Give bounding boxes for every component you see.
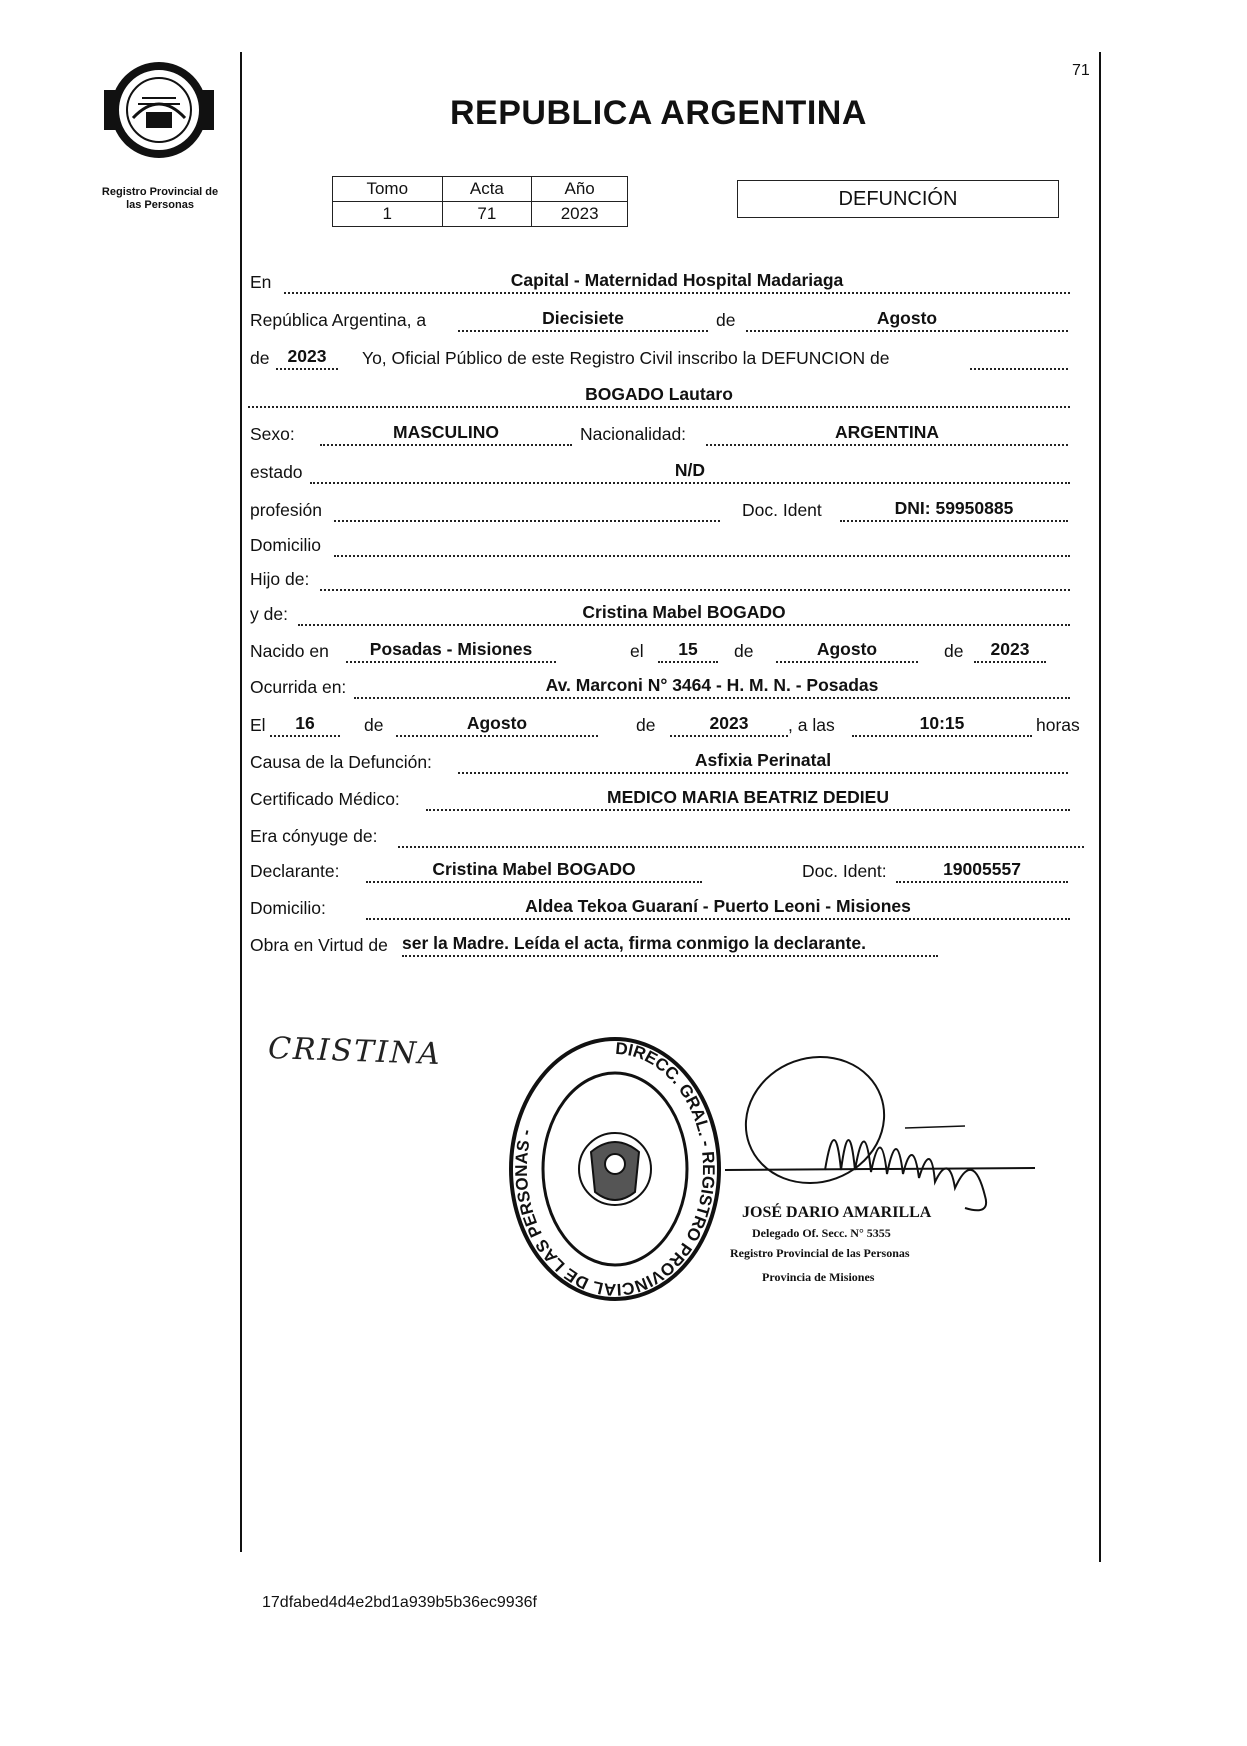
nac-anio-value: 2023: [990, 639, 1030, 659]
tomo-header: Tomo: [333, 177, 443, 202]
de-label: de: [716, 310, 736, 330]
signatory-name: JOSÉ DARIO AMARILLA: [742, 1204, 932, 1221]
conyuge-label: Era cónyuge de:: [250, 826, 378, 846]
handwritten-signature-declarante: CRISTINA: [267, 1030, 443, 1073]
ocurrida-label: Ocurrida en:: [250, 677, 347, 697]
def-de1-label: de: [364, 715, 384, 735]
acta-value: 71: [442, 202, 532, 227]
nacido-field: [346, 637, 556, 663]
anio-value: 2023: [532, 202, 628, 227]
nac-dia-field: [658, 637, 718, 663]
decl-doc-label: Doc. Ident:: [802, 861, 887, 881]
domicilio-field: [334, 531, 1070, 557]
row-sexo: [248, 420, 1070, 452]
nacido-value: Posadas - Misiones: [369, 639, 533, 659]
nac-de1-label: de: [734, 641, 754, 661]
en-label: En: [250, 272, 272, 292]
sexo-value: MASCULINO: [393, 422, 499, 442]
nacionalidad-field: [706, 420, 1068, 446]
hijo-label: Hijo de:: [250, 569, 310, 589]
deceased-name: BOGADO Lautaro: [585, 384, 733, 404]
sexo-field: [320, 420, 572, 446]
row-domicilio: [248, 531, 1070, 563]
nac-dia-value: 15: [678, 639, 698, 659]
doc-field: [840, 496, 1068, 522]
causa-value: Asfixia Perinatal: [694, 750, 832, 770]
nacionalidad-label: Nacionalidad:: [580, 424, 687, 444]
def-de2-label: de: [636, 715, 656, 735]
row-causa: [248, 748, 1070, 780]
nacionalidad-value: ARGENTINA: [834, 422, 940, 442]
causa-field: [458, 748, 1068, 774]
domicilio2-value: Aldea Tekoa Guaraní - Puerto Leoni - Misiones: [525, 896, 911, 916]
estado-field: [310, 458, 1070, 484]
document-hash: 17dfabed4d4e2bd1a939b5b36ec9936f: [262, 1594, 537, 1611]
domicilio2-label: Domicilio:: [250, 898, 326, 918]
row-madre: [248, 600, 1070, 632]
row-obra: [248, 931, 1070, 963]
estado-label: estado: [250, 462, 303, 482]
row-nacido: [248, 637, 1070, 669]
decl-doc-value: 19005557: [943, 859, 1021, 879]
horas-label: horas: [1036, 715, 1080, 735]
row-ocurrida: [248, 673, 1070, 705]
en-value: Capital - Maternidad Hospital Madariaga: [510, 270, 844, 290]
def-anio-field: [670, 711, 788, 737]
row-domicilio2: [248, 894, 1070, 926]
logo-caption: Registro Provincial de las Personas: [101, 186, 219, 211]
certificado-label: Certificado Médico:: [250, 789, 400, 809]
row-conyuge: [248, 822, 1070, 854]
right-margin-rule: [1099, 52, 1101, 1562]
row-estado: [248, 458, 1070, 490]
row-profesion: [248, 496, 1070, 528]
mes-value: Agosto: [876, 308, 938, 328]
en-field: [284, 268, 1070, 294]
doc-value: DNI: 59950885: [894, 498, 1014, 518]
domicilio2-field: [366, 894, 1070, 920]
tomo-value: 1: [333, 202, 443, 227]
signatory-line3: Provincia de Misiones: [762, 1270, 875, 1284]
nacido-label: Nacido en: [250, 641, 329, 661]
def-dia-value: 16: [295, 713, 315, 733]
row-hijo: [248, 565, 1070, 597]
ocurrida-value: Av. Marconi N° 3464 - H. M. N. - Posadas: [545, 675, 879, 695]
hijo-field: [320, 565, 1070, 591]
row-republica: [248, 306, 1070, 338]
anio-field: [276, 344, 338, 370]
page-title: REPUBLICA ARGENTINA: [450, 94, 867, 132]
obra-field: [402, 931, 938, 957]
def-dia-field: [270, 711, 340, 737]
sexo-label: Sexo:: [250, 424, 295, 444]
conyuge-field: [398, 822, 1084, 848]
dia-field: [458, 306, 708, 332]
seal-ring-text: DIRECC. GRAL. - REGISTRO PROVINCIAL DE LAS PERSONAS -: [511, 1038, 718, 1300]
mes-field: [746, 306, 1068, 332]
declarante-field: [366, 857, 702, 883]
ocurrida-field: [354, 673, 1070, 699]
signatory-line2: Registro Provincial de las Personas: [730, 1246, 910, 1260]
dia-value: Diecisiete: [542, 308, 624, 328]
nac-mes-field: [776, 637, 918, 663]
inscribo-trailing-field: [970, 344, 1068, 370]
row-fecha-defuncion: [248, 711, 1080, 743]
el2-label: El: [250, 715, 266, 735]
record-type-box: DEFUNCIÓN: [737, 180, 1059, 218]
row-nombre: [248, 382, 1070, 414]
certificado-field: [426, 785, 1070, 811]
yde-label: y de:: [250, 604, 288, 624]
republica-label: República Argentina, a: [250, 310, 427, 330]
row-declarante: [248, 857, 1070, 889]
declarante-label: Declarante:: [250, 861, 340, 881]
seal-icon: [505, 1032, 725, 1302]
decl-doc-field: [896, 857, 1068, 883]
page-number: 71: [1072, 62, 1090, 79]
nac-de2-label: de: [944, 641, 964, 661]
record-table: [332, 176, 628, 227]
acta-header: Acta: [442, 177, 532, 202]
profesion-field: [334, 496, 720, 522]
el-label: el: [630, 641, 644, 661]
alas-label: , a las: [788, 715, 835, 735]
def-hora-value: 10:15: [919, 713, 965, 733]
nombre-field: [248, 382, 1070, 408]
obra-value: ser la Madre. Leída el acta, firma conmigo la declarante.: [402, 933, 866, 953]
domicilio-label: Domicilio: [250, 535, 321, 555]
profesion-label: profesión: [250, 500, 322, 520]
anio-label: de: [250, 348, 270, 368]
left-margin-rule: [240, 52, 242, 1552]
province-logo: [98, 60, 220, 160]
anio-value: 2023: [287, 346, 327, 366]
inscribo-text: Yo, Oficial Público de este Registro Civil inscribo la DEFUNCION de: [362, 348, 890, 368]
row-en: [248, 268, 1070, 300]
def-hora-field: [852, 711, 1032, 737]
official-seal: [505, 1032, 725, 1302]
def-mes-field: [396, 711, 598, 737]
certificado-value: MEDICO MARIA BEATRIZ DEDIEU: [607, 787, 889, 807]
nac-anio-field: [974, 637, 1046, 663]
doc-label: Doc. Ident: [742, 500, 822, 520]
row-anio: [248, 344, 1070, 376]
causa-label: Causa de la Defunción:: [250, 752, 432, 772]
nac-mes-value: Agosto: [816, 639, 878, 659]
declarante-value: Cristina Mabel BOGADO: [432, 859, 636, 879]
obra-label: Obra en Virtud de: [250, 935, 388, 955]
row-certificado: [248, 785, 1070, 817]
signatory-line1: Delegado Of. Secc. N° 5355: [752, 1226, 891, 1240]
province-seal-icon: [98, 60, 220, 160]
anio-header: Año: [532, 177, 628, 202]
estado-value: N/D: [674, 460, 706, 480]
def-anio-value: 2023: [709, 713, 749, 733]
madre-value: Cristina Mabel BOGADO: [582, 602, 786, 622]
def-mes-value: Agosto: [466, 713, 528, 733]
madre-field: [298, 600, 1070, 626]
